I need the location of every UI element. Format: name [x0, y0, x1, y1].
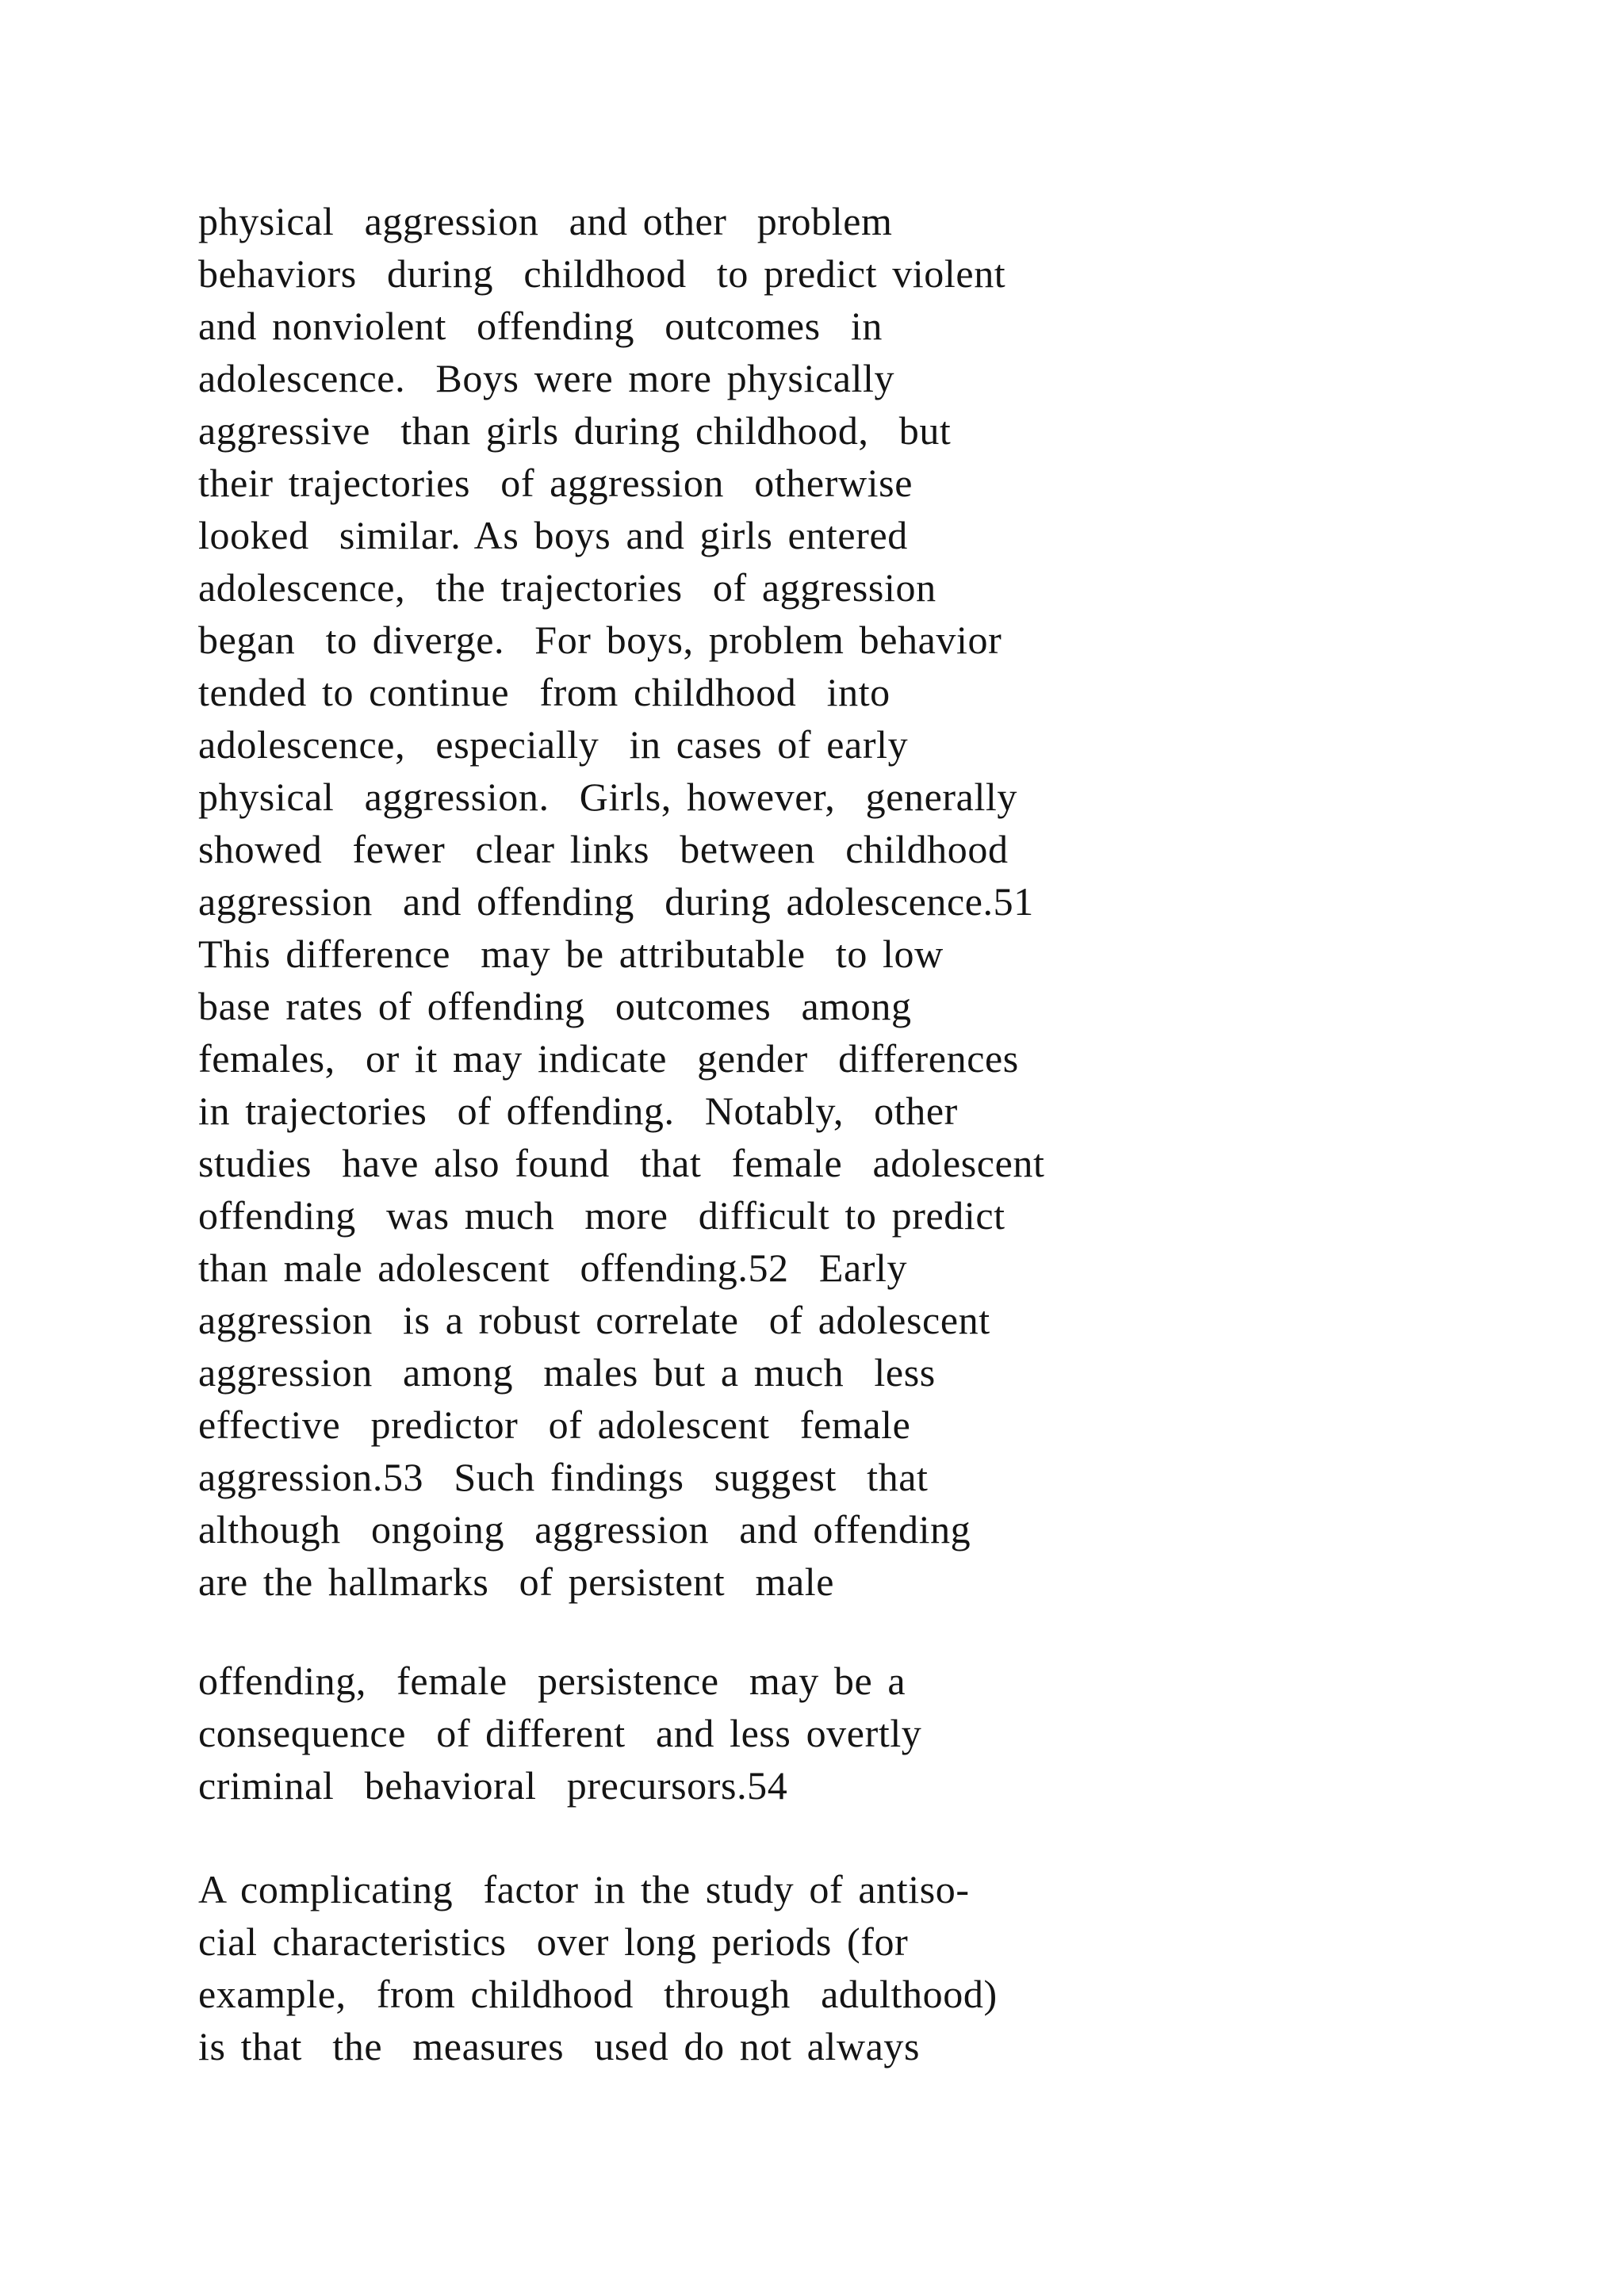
- text-line: aggressive than girls during childhood, but: [198, 408, 952, 453]
- text-line: adolescence. Boys were more physically: [198, 356, 895, 400]
- text-line: females, or it may indicate gender differences: [198, 1036, 1019, 1081]
- text-line: their trajectories of aggression otherwise: [198, 461, 913, 505]
- text-line: tended to continue from childhood into: [198, 670, 891, 714]
- text-line: looked similar. As boys and girls entered: [198, 513, 908, 557]
- text-line: adolescence, the trajectories of aggression: [198, 565, 936, 610]
- text-line: adolescence, especially in cases of early: [198, 722, 909, 767]
- text-line: aggression among males but a much less: [198, 1350, 936, 1395]
- text-line: than male adolescent offending.52 Early: [198, 1246, 908, 1290]
- text-line: is that the measures used do not always: [198, 2024, 921, 2068]
- paragraph-2: [198, 1655, 1467, 1812]
- text-line: physical aggression and other problem: [198, 199, 893, 243]
- text-line: aggression and offending during adolescence.51: [198, 879, 1034, 924]
- text-line: and nonviolent offending outcomes in: [198, 304, 883, 348]
- text-line: aggression.53 Such findings suggest that: [198, 1455, 929, 1499]
- text-line: behaviors during childhood to predict violent: [198, 251, 1006, 296]
- paragraph-1: [198, 195, 1467, 1608]
- text-line: showed fewer clear links between childhood: [198, 827, 1009, 871]
- text-line: studies have also found that female adolescent: [198, 1141, 1045, 1185]
- text-line: offending was much more difficult to predict: [198, 1193, 1005, 1238]
- text-line: aggression is a robust correlate of adolescent: [198, 1298, 990, 1342]
- text-line: cial characteristics over long periods (for: [198, 1919, 909, 1964]
- text-line: although ongoing aggression and offending: [198, 1507, 971, 1552]
- text-line: consequence of different and less overtly: [198, 1711, 922, 1755]
- text-line: base rates of offending outcomes among: [198, 984, 912, 1028]
- text-line: effective predictor of adolescent female: [198, 1402, 911, 1447]
- text-line: A complicating factor in the study of antiso-: [198, 1867, 970, 1911]
- text-line: began to diverge. For boys, problem behavior: [198, 618, 1002, 662]
- text-line: in trajectories of offending. Notably, other: [198, 1089, 958, 1133]
- text-line: offending, female persistence may be a: [198, 1659, 906, 1703]
- text-line: This difference may be attributable to low: [198, 932, 944, 976]
- paragraph-3: [198, 1863, 1467, 2072]
- text-line: example, from childhood through adulthood): [198, 1972, 998, 2016]
- text-line: physical aggression. Girls, however, generally: [198, 775, 1018, 819]
- text-line: criminal behavioral precursors.54: [198, 1763, 788, 1808]
- text-line: are the hallmarks of persistent male: [198, 1559, 835, 1604]
